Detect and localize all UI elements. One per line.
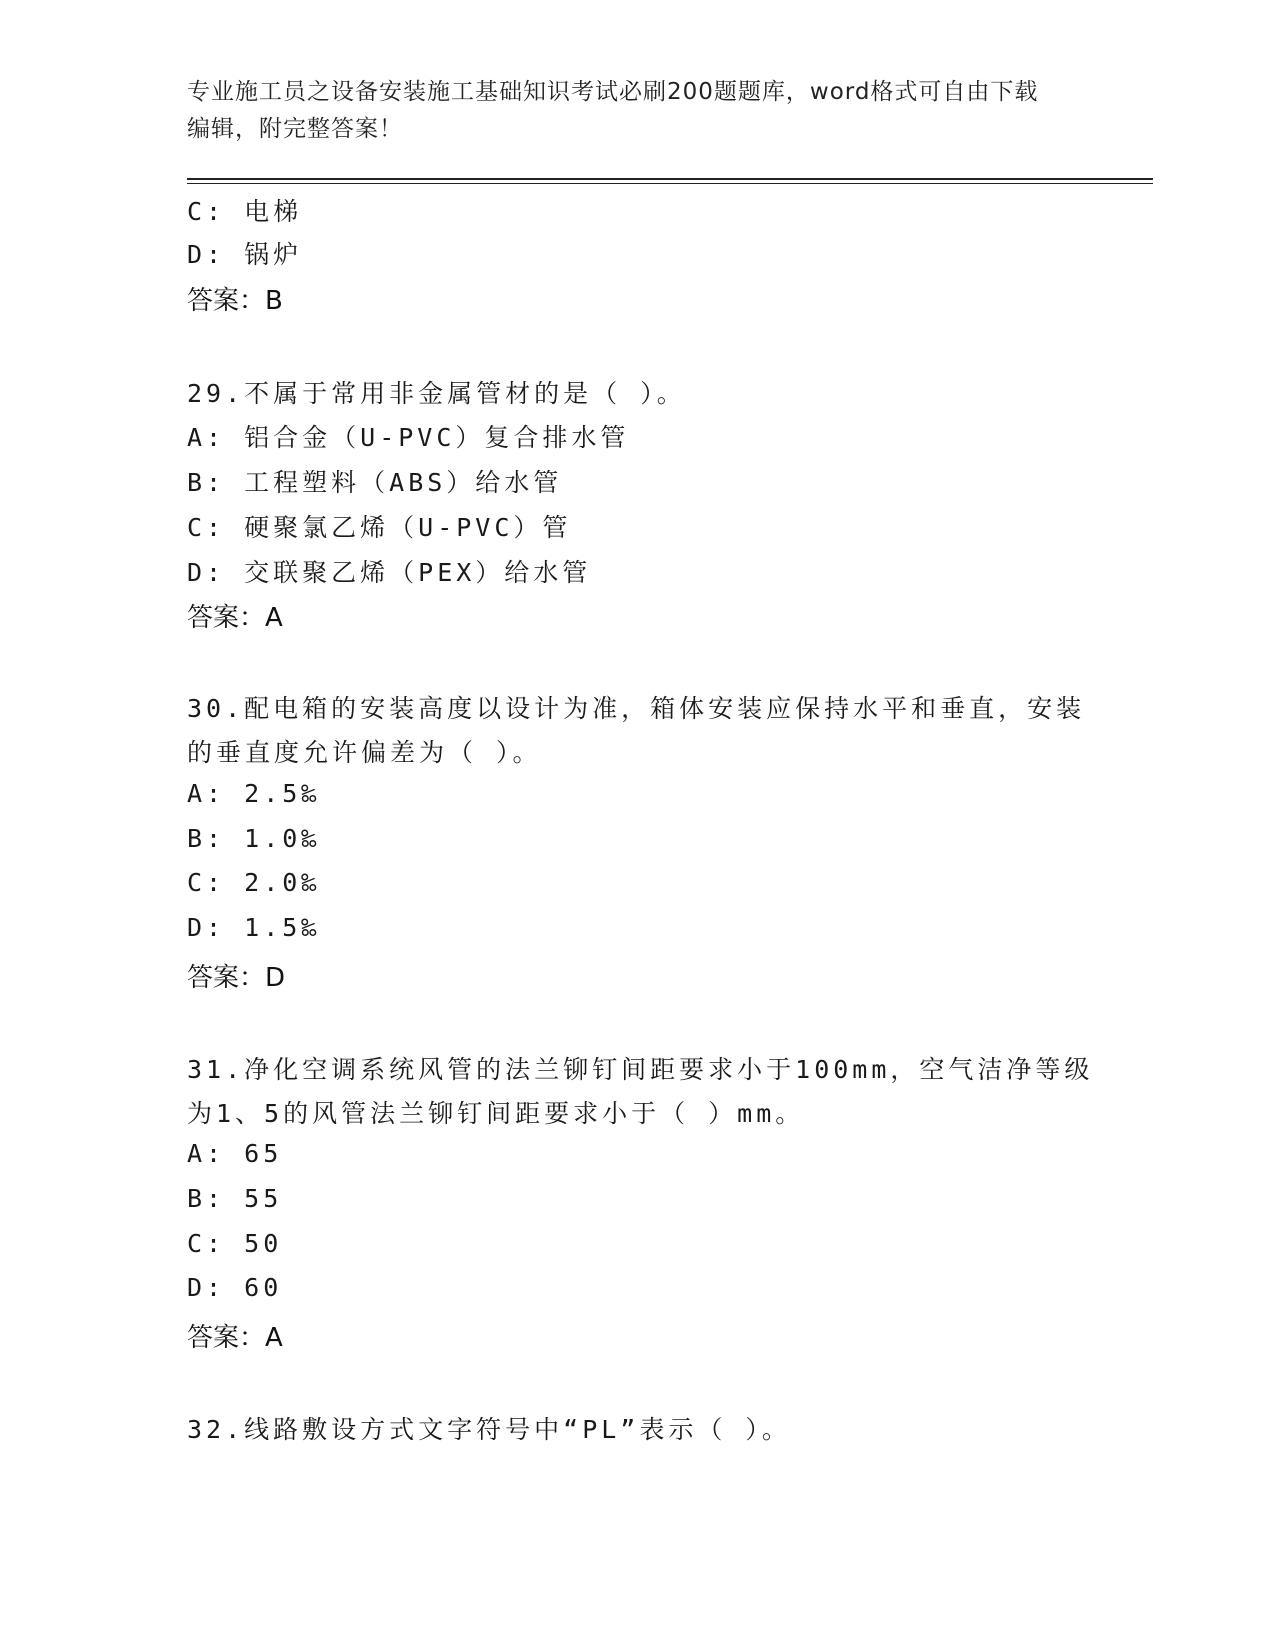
answer-line: 答案：A — [187, 603, 283, 633]
option-c: C: 电梯 — [187, 197, 303, 226]
answer-line: 答案：A — [187, 1323, 283, 1353]
option-a: A: 65 — [187, 1139, 283, 1168]
option-c: C: 50 — [187, 1229, 283, 1258]
option-b: B: 55 — [187, 1184, 283, 1213]
question-stem: 30.配电箱的安装高度以设计为准，箱体安装应保持水平和垂直，安装 — [187, 694, 1086, 723]
header-title-line1: 专业施工员之设备安装施工基础知识考试必刷200题题库，word格式可自由下载 — [187, 79, 1039, 105]
option-a: A: 2.5‰ — [187, 779, 321, 808]
option-d: D: 60 — [187, 1273, 283, 1302]
question-stem: 31.净化空调系统风管的法兰铆钉间距要求小于100mm，空气洁净等级 — [187, 1055, 1094, 1084]
answer-line: 答案：D — [187, 963, 286, 993]
question-stem: 29.不属于常用非金属管材的是（ ）。 — [187, 379, 686, 408]
option-d: D: 锅炉 — [187, 240, 303, 269]
option-c: C: 2.0‰ — [187, 868, 321, 897]
option-d: D: 1.5‰ — [187, 913, 321, 942]
option-d: D: 交联聚乙烯（PEX）给水管 — [187, 558, 592, 587]
option-b: B: 工程塑料（ABS）给水管 — [187, 468, 563, 497]
header-title-line2: 编辑，附完整答案！ — [187, 116, 403, 142]
question-stem-continued: 为1、5的风管法兰铆钉间距要求小于（ ）mm。 — [187, 1099, 805, 1128]
option-c: C: 硬聚氯乙烯（U-PVC）管 — [187, 513, 572, 542]
answer-line: 答案：B — [187, 286, 283, 316]
option-a: A: 铝合金（U-PVC）复合排水管 — [187, 423, 630, 452]
option-b: B: 1.0‰ — [187, 824, 321, 853]
header-divider-thick — [187, 178, 1153, 180]
question-stem: 32.线路敷设方式文字符号中“PL”表示（ ）。 — [187, 1415, 791, 1444]
header-divider-thin — [187, 183, 1153, 184]
question-stem-continued: 的垂直度允许偏差为（ ）。 — [187, 738, 542, 767]
